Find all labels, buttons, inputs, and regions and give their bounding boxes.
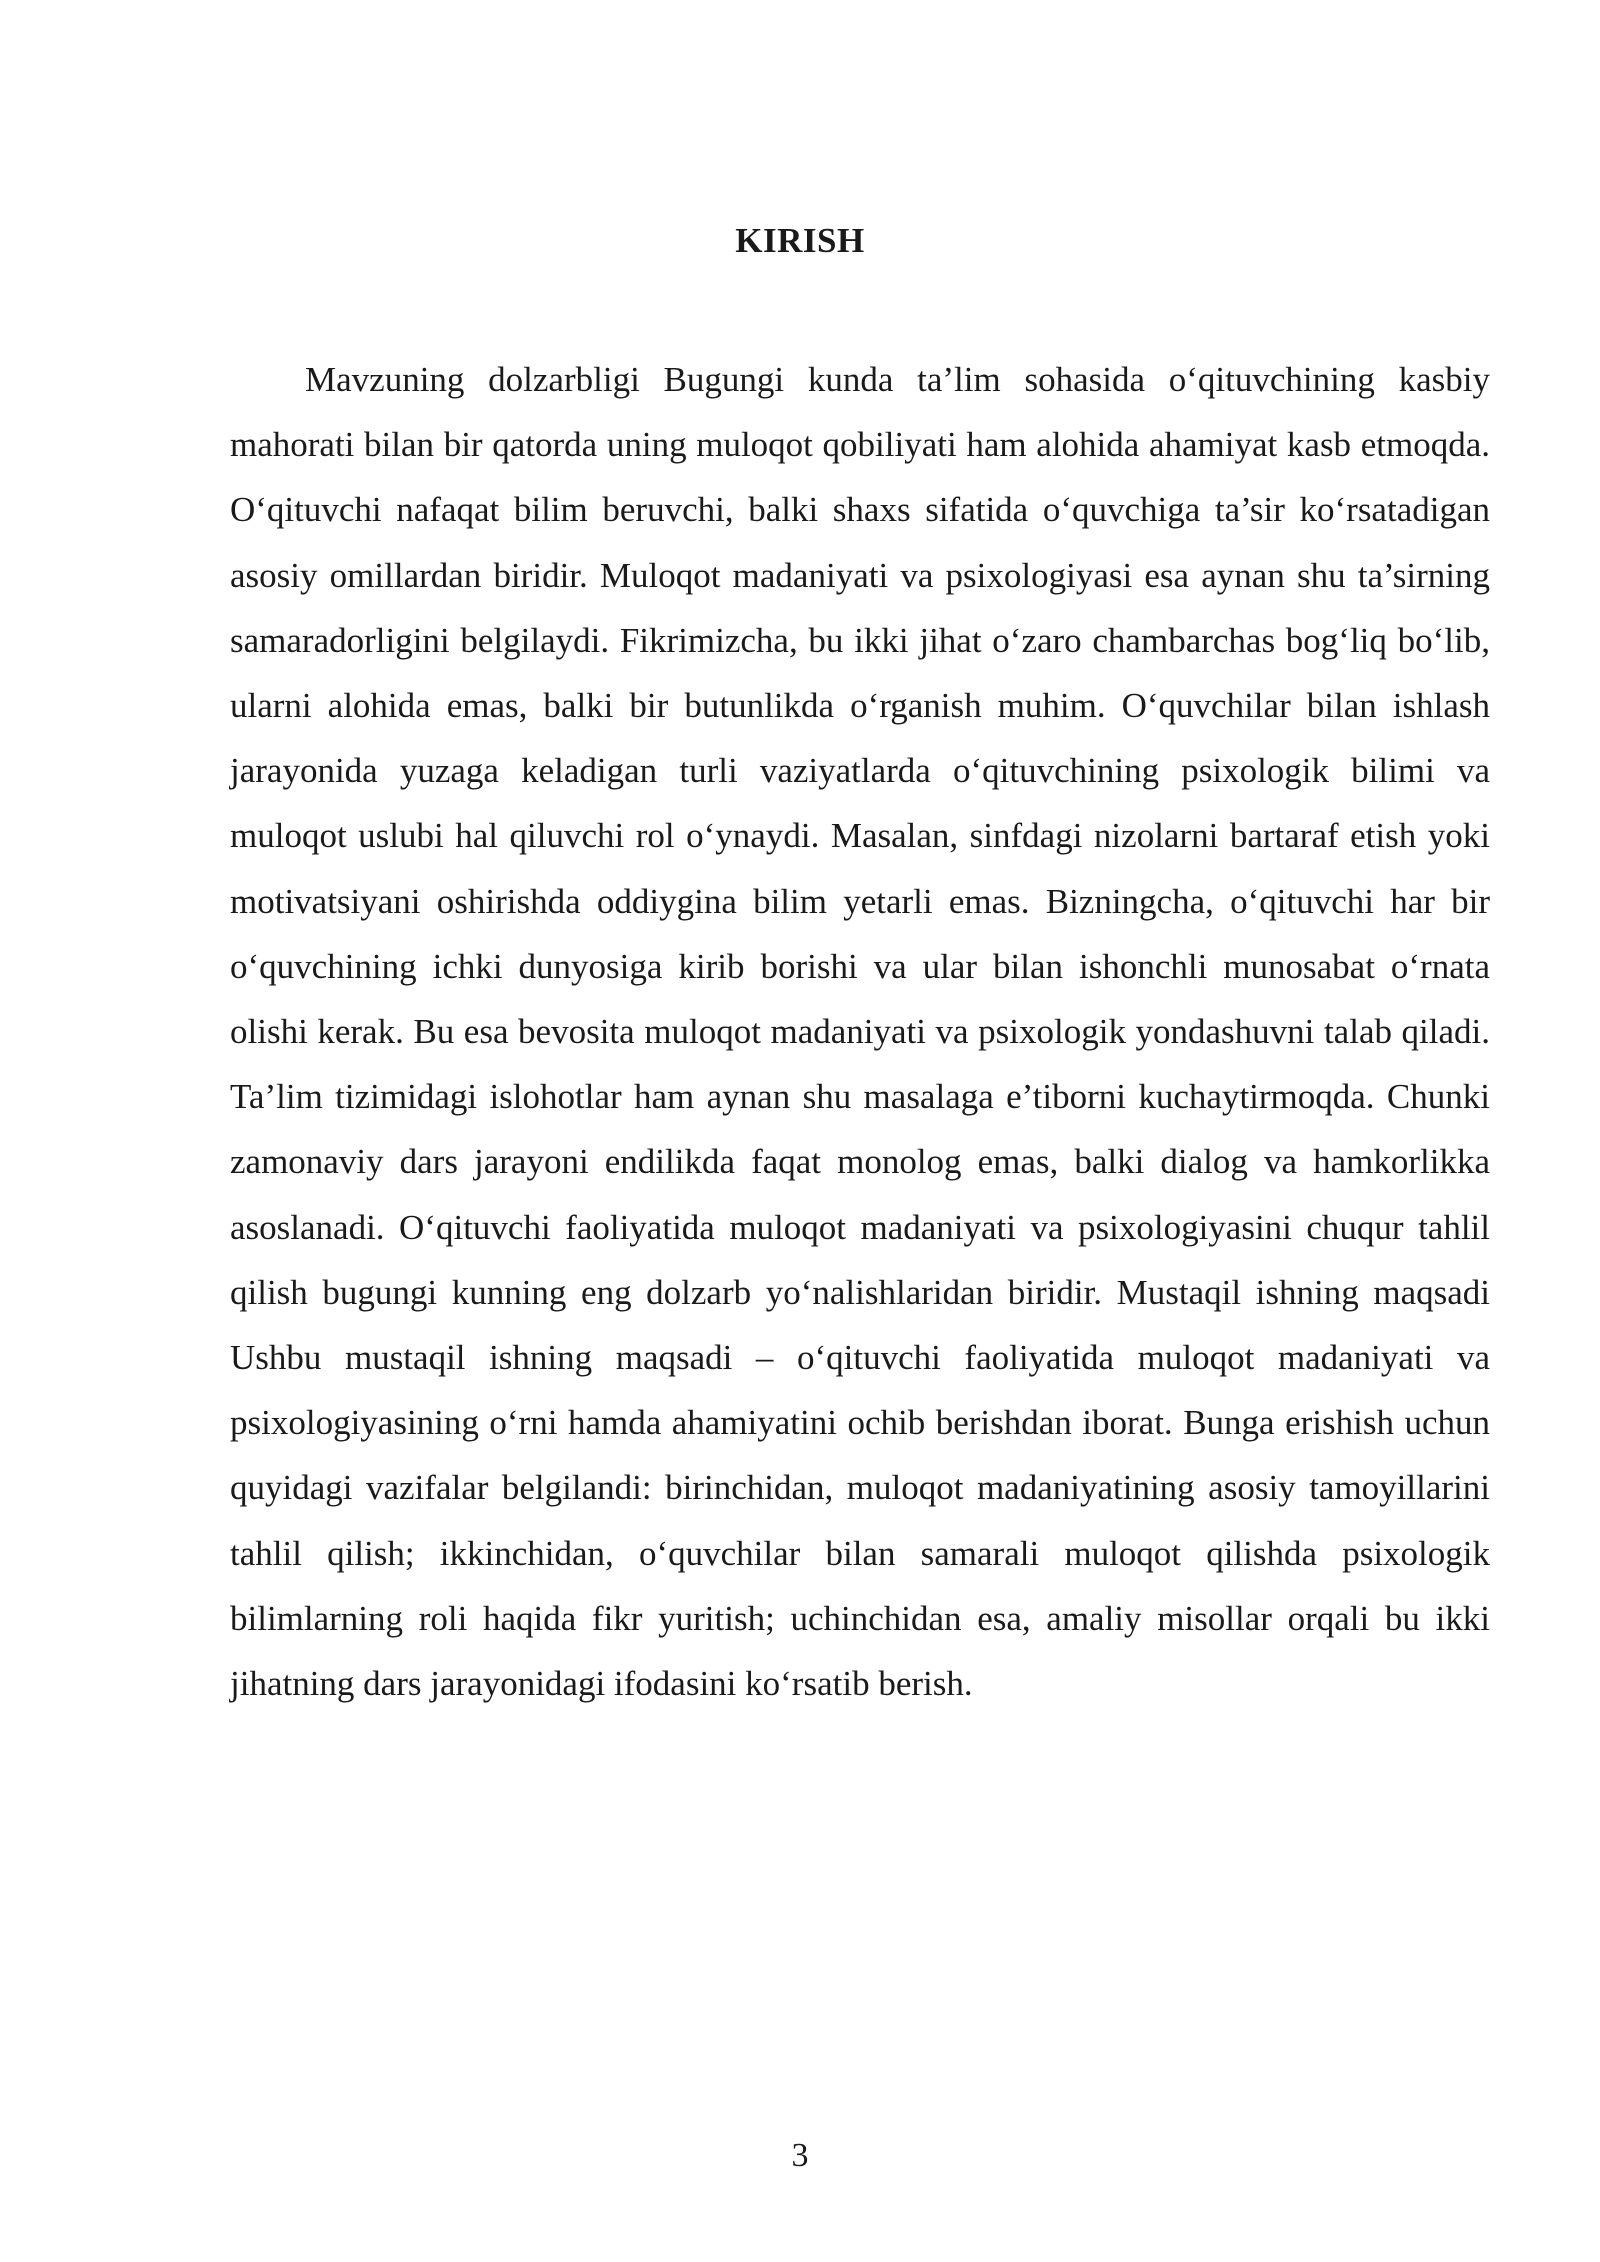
body-paragraph: Mavzuning dolzarbligi Bugungi kunda ta’lim sohasida o‘qituvchining kasbiy mahorati bilan bir qatorda uning muloqot qobiliyati ham alohida ahamiyat kasb etmoqda. O‘qituvchi nafaqat bilim beruvchi, balki shaxs sifatida o‘quvchiga ta’sir ko‘rsatadigan asosiy omillardan biridir. Muloqot madaniyati va psixologiyasi esa aynan shu ta’sirning samaradorligini belgilaydi. Fikrimizcha, bu ikki jihat o‘zaro chambarchas bog‘liq bo‘lib, ularni alohida emas, balki bir butunlikda o‘rganish muhim. O‘quvchilar bilan ishlash jarayonida yuzaga keladigan turli vaziyatlarda o‘qituvchining psixologik bilimi va muloqot uslubi hal qiluvchi rol o‘ynaydi. Masalan, sinfdagi nizolarni bartaraf etish yoki motivatsiyani oshirishda oddiygina bilim yetarli emas. Bizningcha, o‘qituvchi har bir o‘quvchining ichki dunyosiga kirib borishi va ular bilan ishonchli munosabat o‘rnata olishi kerak. Bu esa bevosita muloqot madaniyati va psixologik yondashuvni talab qiladi. Ta’lim tizimidagi islohotlar ham aynan shu masalaga e’tiborni kuchaytirmoqda. Chunki zamonaviy dars jarayoni endilikda faqat monolog emas, balki dialog va hamkorlikka asoslanadi. O‘qituvchi faoliyatida muloqot madaniyati va psixologiyasini chuqur tahlil qilish bugungi kunning eng dolzarb yo‘nalishlaridan biridir. Mustaqil ishning maqsadi Ushbu mustaqil ishning maqsadi – o‘qituvchi faoliyatida muloqot madaniyati va psixologiyasining o‘rni hamda ahamiyatini ochib berishdan iborat. Bunga erishish uchun quyidagi vazifalar belgilandi: birinchidan, muloqot madaniyatining asosiy tamoyillarini tahlil qilish; ikkinchidan, o‘quvchilar bilan samarali muloqot qilishda psixologik bilimlarning roli haqida fikr yuritish; uchinchidan esa, amaliy misollar orqali bu ikki jihatning dars jarayonidagi ifodasini ko‘rsatib berish. <box>230 360 1490 1704</box>
page-number: 3 <box>791 2137 809 2174</box>
section-title: KIRISH <box>735 221 865 260</box>
